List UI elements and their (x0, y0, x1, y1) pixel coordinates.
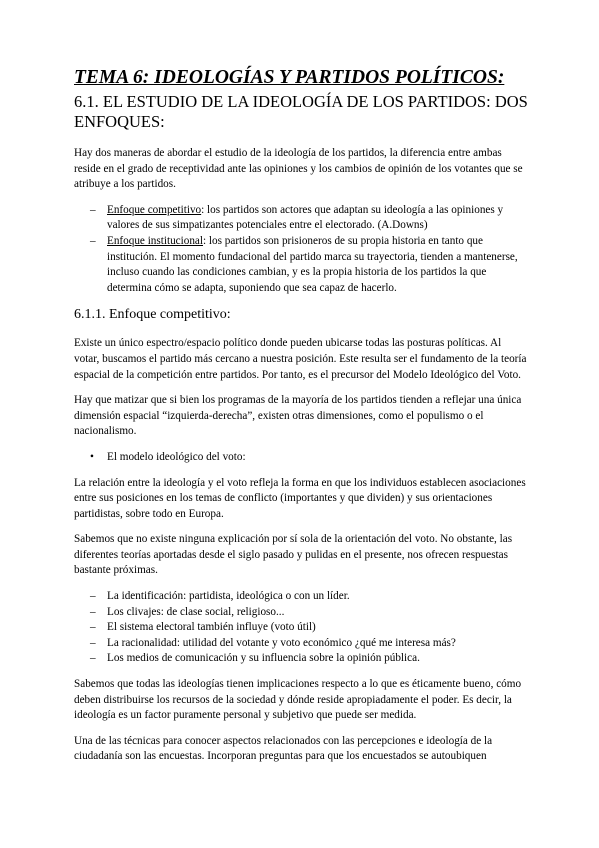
factors-list (74, 589, 529, 667)
paragraph-2: Hay que matizar que si bien los programas de la mayoría de los partidos tienden a reflejar una única dimensión espacial “izquierda-derecha”, existen otras dimensiones, como el populismo o el nacionalismo. (74, 394, 522, 438)
list-item (74, 651, 529, 667)
bullet-text: El modelo ideológico del voto: (107, 450, 246, 463)
list-item-competitive (74, 203, 529, 234)
bullet-marker: • (90, 450, 94, 463)
dash-marker: – (90, 636, 96, 649)
section-heading-6-1: 6.1. EL ESTUDIO DE LA IDEOLOGÍA DE LOS PARTIDOS: DOS ENFOQUES: (74, 92, 528, 131)
paragraph-4: Sabemos que no existe ninguna explicación por sí sola de la orientación del voto. No obstante, las diferentes teorías aportadas desde el siglo pasado y pulidas en el presente, nos ofrecen respuestas bastante próximas. (74, 533, 513, 577)
bullet-item-model (74, 450, 529, 466)
list-item (74, 620, 529, 636)
paragraph-5: Sabemos que todas las ideologías tienen implicaciones respecto a lo que es éticamente bueno, cómo deben distribuirse los recursos de la sociedad y dónde reside apropiadamente el poder. Es decir, la ideología es un factor puramente personal y subjetivo que puede ser medida. (74, 678, 522, 722)
document-page (74, 66, 529, 775)
list-item-institutional (74, 234, 529, 296)
list-item-text: El sistema electoral también influye (voto útil) (107, 621, 316, 634)
text-institutional: : los partidos son prisioneros de su propia historia en tanto que institución. El momento fundacional del partido marca su trayectoria, tienden a mantenerse, incluso cuando las condiciones cambian, y es la propia historia de los partidos la que determina cómo se adapta, suponiendo que sea capaz de hacerlo. (107, 234, 518, 294)
list-item (74, 636, 529, 652)
list-item (74, 605, 529, 621)
paragraph-intro: Hay dos maneras de abordar el estudio de la ideología de los partidos, la diferencia entre ambas reside en el grado de receptividad ante las opiniones y los cambios de opinión de los votantes que se atribuye a los partidos. (74, 147, 523, 191)
term-institutional: Enfoque institucional (107, 234, 204, 247)
paragraph-3: La relación entre la ideología y el voto refleja la forma en que los individuos establecen asociaciones entre sus posiciones en los temas de conflicto (importantes y que dividen) y sus orientaciones partidistas, sobre todo en Europa. (74, 476, 526, 520)
list-item (74, 589, 529, 605)
list-item-text: La identificación: partidista, ideológica o con un líder. (107, 590, 350, 603)
list-item-text: La racionalidad: utilidad del votante y voto económico ¿qué me interesa más? (107, 636, 456, 649)
approaches-list (74, 203, 529, 297)
dash-marker: – (90, 652, 96, 665)
paragraph-1: Existe un único espectro/espacio político donde pueden ubicarse todas las posturas políticas. Al votar, buscamos el partido más cercano a nuestra posición. Este resulta ser el fundamento de la teoría espacial de la competición entre partidos. Por tanto, es el precursor del Modelo Ideológico del Voto. (74, 337, 527, 381)
paragraph-6: Una de las técnicas para conocer aspectos relacionados con las percepciones e ideología de la ciudadanía son las encuestas. Incorporan preguntas para que los encuestados se autoubiquen (74, 734, 493, 763)
term-competitive: Enfoque competitivo (107, 203, 202, 216)
list-item-text: Los medios de comunicación y su influencia sobre la opinión pública. (107, 652, 420, 665)
document-title: TEMA 6: IDEOLOGÍAS Y PARTIDOS POLÍTICOS: (74, 67, 505, 88)
dash-marker: – (90, 203, 96, 216)
list-item-text: Los clivajes: de clase social, religioso... (107, 605, 285, 618)
dash-marker: – (90, 234, 96, 247)
section-heading-6-1-1: 6.1.1. Enfoque competitivo: (74, 307, 231, 323)
text-competitive: : los partidos son actores que adaptan su ideología a las opiniones y valores de sus simpatizantes potenciales entre el electorado. (A.Downs) (107, 203, 504, 232)
dash-marker: – (90, 590, 96, 603)
dash-marker: – (90, 605, 96, 618)
dash-marker: – (90, 621, 96, 634)
